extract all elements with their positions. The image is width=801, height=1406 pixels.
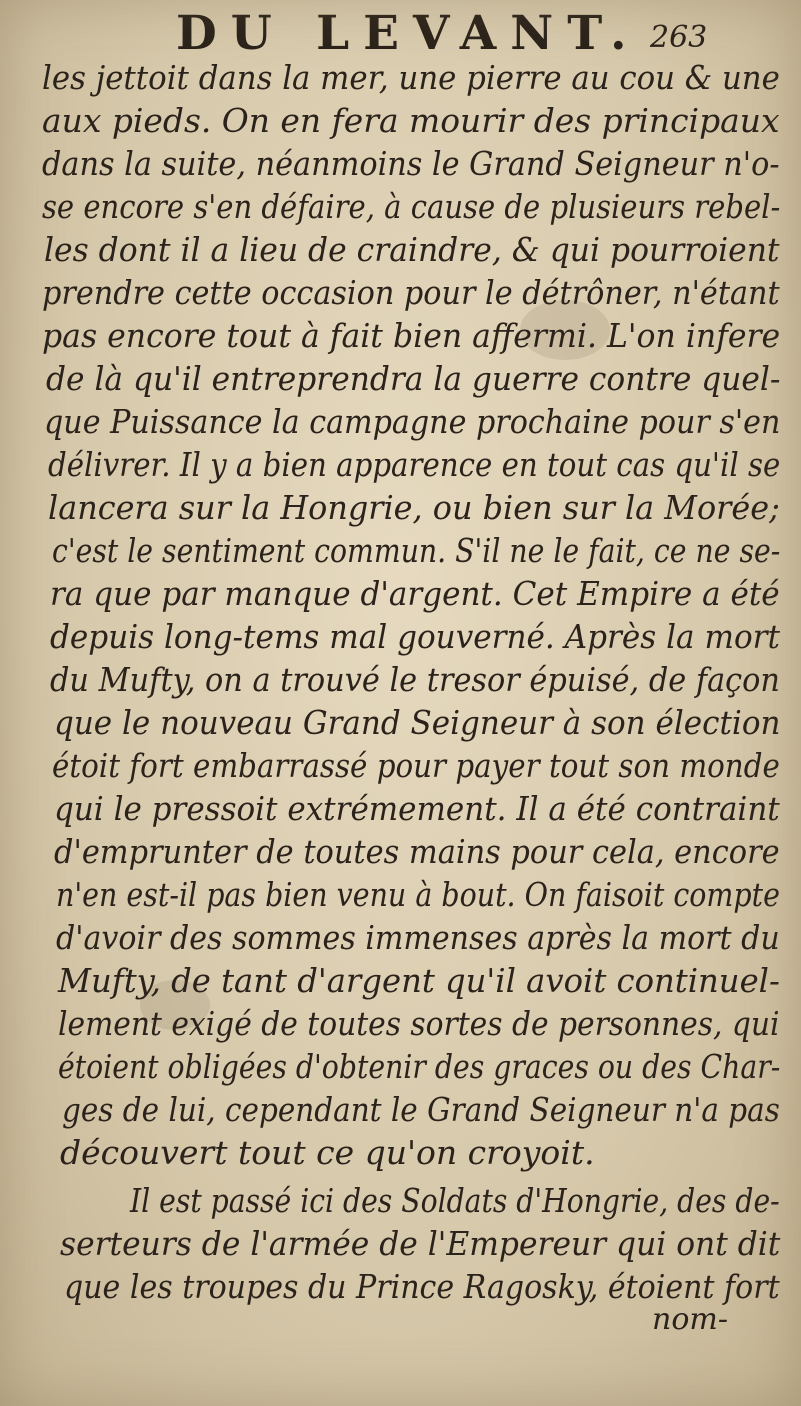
text-line: ges de lui, cependant le Grand Seigneur n'a pas bbox=[62, 1090, 780, 1129]
text-line: se encore s'en défaire, à cause de plusieurs rebel- bbox=[42, 187, 781, 226]
text-line: les dont il a lieu de craindre, & qui pourroient bbox=[44, 230, 780, 269]
text-line: étoient obligées d'obtenir des graces ou des Char- bbox=[58, 1047, 781, 1086]
text-line: prendre cette occasion pour le détrôner, n'étant bbox=[42, 273, 780, 312]
text-line: du Mufty, on a trouvé le tresor épuisé, de façon bbox=[50, 660, 780, 699]
text-line: étoit fort embarrassé pour payer tout son monde bbox=[52, 746, 780, 785]
catchword: nom- bbox=[652, 1302, 728, 1337]
text-line: n'en est-il pas bien venu à bout. On faisoit compte bbox=[56, 875, 780, 914]
text-line: lement exigé de toutes sortes de personnes, qui bbox=[58, 1004, 780, 1043]
text-line: aux pieds. On en fera mourir des principaux bbox=[42, 101, 780, 140]
text-line: c'est le sentiment commun. S'il ne le fait, ce ne se- bbox=[52, 531, 781, 570]
text-line: lancera sur la Hongrie, ou bien sur la Morée; bbox=[48, 488, 780, 527]
text-line: que le nouveau Grand Seigneur à son élection bbox=[54, 703, 781, 742]
text-line: que les troupes du Prince Ragosky, étoient fort bbox=[64, 1267, 780, 1306]
text-line: d'avoir des sommes immenses après la mort du bbox=[56, 918, 780, 957]
text-line: découvert tout ce qu'on croyoit. bbox=[60, 1133, 595, 1172]
text-line: d'emprunter de toutes mains pour cela, encore bbox=[54, 832, 780, 871]
text-line: que Puissance la campagne prochaine pour s'en bbox=[44, 402, 781, 441]
text-line: depuis long-tems mal gouverné. Après la mort bbox=[50, 617, 781, 656]
text-line: de là qu'il entreprendra la guerre contre quel- bbox=[46, 359, 781, 398]
running-title: DU LEVANT. bbox=[176, 6, 641, 61]
text-line: pas encore tout à fait bien affermi. L'on infere bbox=[42, 316, 781, 355]
text-line: Mufty, de tant d'argent qu'il avoit continuel- bbox=[58, 961, 780, 1000]
text-line: serteurs de l'armée de l'Empereur qui ont dit bbox=[60, 1224, 781, 1263]
text-line: délivrer. Il y a bien apparence en tout cas qu'il se bbox=[48, 445, 781, 484]
text-line: dans la suite, néanmoins le Grand Seigneur n'o- bbox=[42, 144, 780, 183]
page-header bbox=[0, 6, 801, 66]
page-number: 263 bbox=[650, 20, 708, 55]
text-line: Il est passé ici des Soldats d'Hongrie, des de- bbox=[130, 1181, 780, 1220]
text-line: qui le pressoit extrémement. Il a été contraint bbox=[54, 789, 780, 828]
text-line: les jettoit dans la mer, une pierre au cou & une bbox=[42, 58, 780, 97]
text-line: ra que par manque d'argent. Cet Empire a été bbox=[50, 574, 780, 613]
